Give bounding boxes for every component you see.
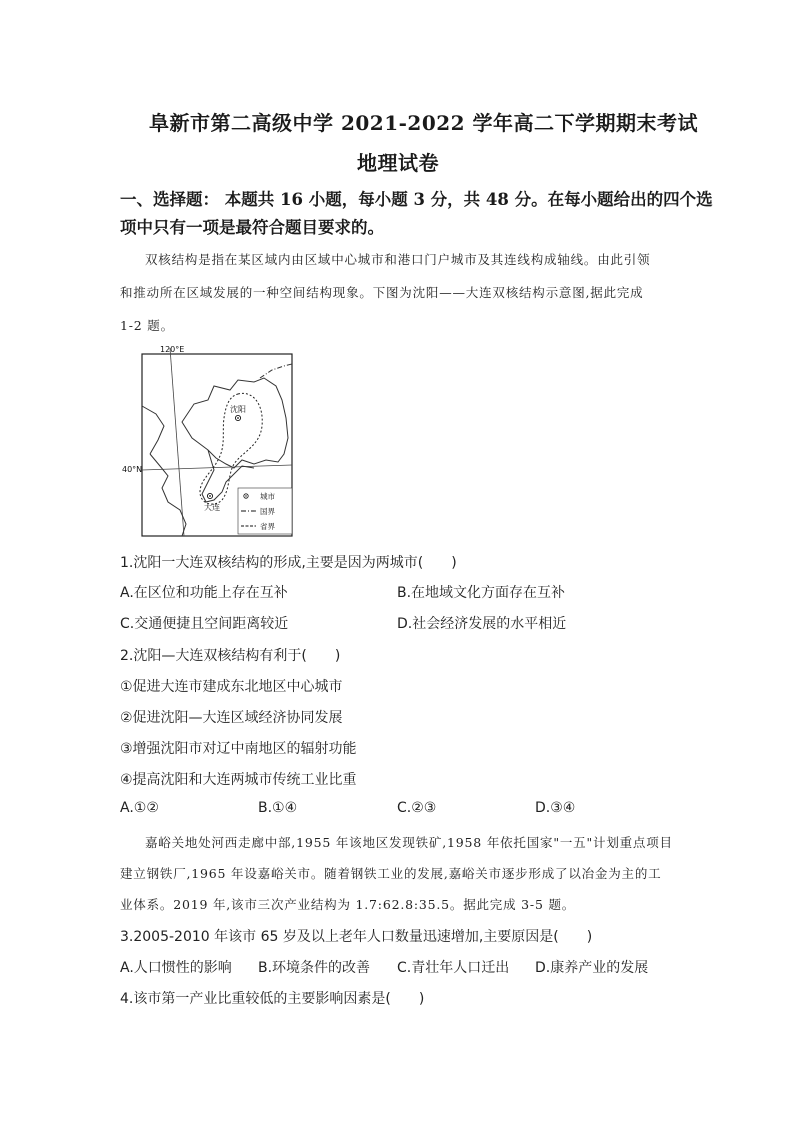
question-3-option-d[interactable]: D.康养产业的发展 [535, 960, 649, 976]
legend-national-label: 国界 [260, 507, 275, 516]
question-1-stem: 1.沈阳一大连双核结构的形成,主要是因为两城市( ) [120, 555, 457, 571]
question-2-option-b[interactable]: B.①④ [258, 800, 298, 816]
question-3-stem: 3.2005-2010 年该市 65 岁及以上老年人口数量迅速增加,主要原因是( ) [120, 929, 593, 945]
question-2-stem: 2.沈阳—大连双核结构有利于( ) [120, 648, 341, 664]
question-1-option-a[interactable]: A.在区位和功能上存在互补 [120, 585, 288, 601]
question-2-statement-4: ④提高沈阳和大连两城市传统工业比重 [120, 772, 357, 788]
map-svg [122, 342, 294, 538]
dalian-label: 大连 [204, 503, 220, 512]
question-2-statement-1: ①促进大连市建成东北地区中心城市 [120, 679, 343, 695]
exam-title: 阜新市第二高级中学 2021-2022 学年高二下学期期末考试 [149, 111, 699, 135]
question-3-option-b[interactable]: B.环境条件的改善 [258, 960, 371, 976]
legend-city-label: 城市 [260, 492, 275, 501]
question-2-option-a[interactable]: A.①② [120, 800, 159, 816]
question-2-option-c[interactable]: C.②③ [397, 800, 437, 816]
question-2-statement-3: ③增强沈阳市对辽中南地区的辐射功能 [120, 741, 357, 757]
question-1-option-b[interactable]: B.在地域文化方面存在互补 [397, 585, 566, 601]
legend-provincial-label: 省界 [260, 522, 275, 531]
shenyang-dalian-map [122, 342, 294, 538]
passage2-line1: 嘉峪关地处河西走廊中部,1955 年该地区发现铁矿,1958 年依托国家"一五"计划重点项目 [145, 835, 673, 850]
longitude-label: 120°E [160, 345, 185, 354]
passage2-line2: 建立钢铁厂,1965 年设嘉峪关市。随着钢铁工业的发展,嘉峪关市逐步形成了以冶金为主的工 [120, 866, 662, 881]
question-2-option-d[interactable]: D.③④ [535, 800, 576, 816]
section-heading-line1: 一、选择题： 本题共 16 小题，每小题 3 分，共 48 分。在每小题给出的四个选 [120, 190, 713, 209]
passage1-line1: 双核结构是指在某区域内由区域中心城市和港口门户城市及其连线构成轴线。由此引领 [145, 252, 651, 267]
exam-subtitle: 地理试卷 [357, 151, 439, 175]
question-1-option-c[interactable]: C.交通便捷且空间距离较近 [120, 616, 289, 632]
latitude-label: 40°N [122, 465, 143, 474]
question-3-option-c[interactable]: C.青壮年人口迁出 [397, 960, 510, 976]
passage1-line3: 1-2 题。 [120, 318, 174, 333]
section-heading-line2: 项中只有一项是最符合题目要求的。 [120, 218, 384, 237]
question-3-option-a[interactable]: A.人口惯性的影响 [120, 960, 232, 976]
question-1-option-d[interactable]: D.社会经济发展的水平相近 [397, 616, 567, 632]
passage2-line3: 业体系。2019 年,该市三次产业结构为 1.7:62.8:35.5。据此完成 3-5 题。 [120, 897, 576, 912]
question-4-stem: 4.该市第一产业比重较低的主要影响因素是( ) [120, 991, 425, 1007]
shenyang-label: 沈阳 [230, 405, 246, 414]
passage1-line2: 和推动所在区域发展的一种空间结构现象。下图为沈阳——大连双核结构示意图,据此完成 [120, 285, 644, 300]
question-2-statement-2: ②促进沈阳—大连区域经济协同发展 [120, 710, 343, 726]
